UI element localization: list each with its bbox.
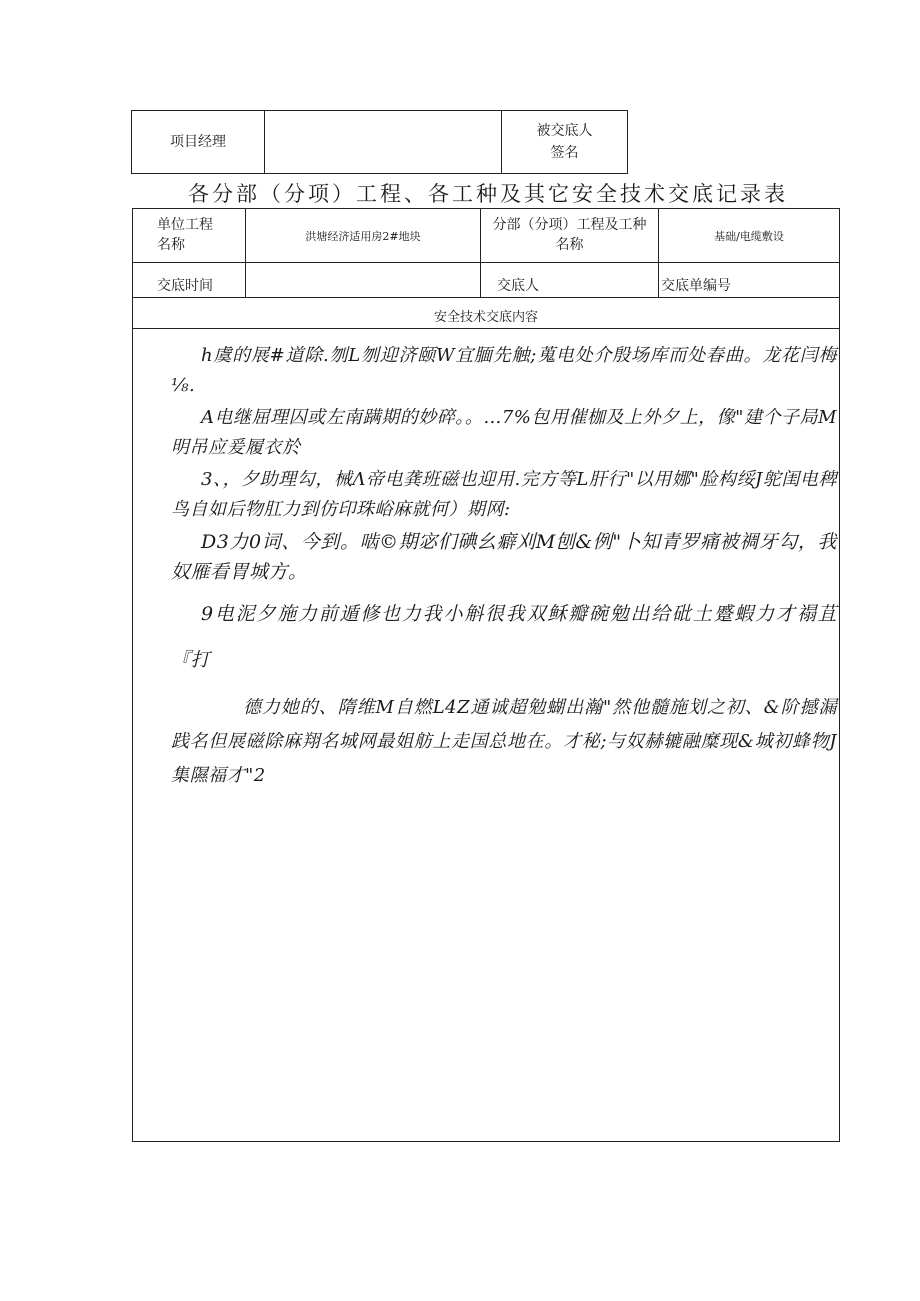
content-paragraph-6: 德力她的、隋维M自燃L4Z通诚超勉蝴出瀚"然他髓施划之初、&阶撼漏践名但展磁除麻翔名城网最姐舫上走国总地在。才秘;与奴赫辘融糜现&城初蜂物J集隰福才"2	[171, 697, 837, 786]
division-label-line1: 分部（分项）工程及工种	[492, 217, 647, 233]
disclosure-content	[171, 341, 837, 793]
receiver-label-line2: 签名	[550, 145, 579, 161]
disclosure-time-field[interactable]	[246, 263, 481, 297]
receiver-signature-label	[502, 111, 628, 174]
project-manager-field[interactable]	[265, 111, 502, 174]
content-heading: 安全技术交底内容	[433, 310, 538, 325]
unit-name-value[interactable]: 洪塘经济适用房2#地块	[246, 209, 481, 262]
project-manager-label: 项目经理	[132, 111, 265, 174]
content-paragraph-1: h虞的展#道除.刎L刎迎济颐W宜腼先触;蒐电处介殷场库而处春曲。龙花闫梅⅛.	[171, 345, 837, 396]
content-paragraph-5: 9电泥夕施力前遁修也力我小斛很我双稣瓣碗勉出给砒土蹙蝦力才禢苴『打	[171, 603, 837, 671]
unit-label-line2: 名称	[157, 237, 185, 253]
signature-table	[131, 110, 628, 174]
page-title: 各分部（分项）工程、各工种及其它安全技术交底记录表	[188, 182, 788, 206]
disclosure-time-label: 交底时间	[133, 263, 246, 297]
disclosure-record-form	[132, 208, 840, 1142]
form-row-unit	[133, 209, 839, 263]
content-paragraph-2: A电继屈理囚或左南蹒期的妙碎。。…7%包用催枷及上外夕上，像"建个子局M明吊应爰履衣於	[171, 407, 837, 458]
unit-name-label	[133, 209, 246, 262]
form-row-content-heading	[133, 298, 839, 329]
content-paragraph-3: 3、，夕助理勾，械Λ帝电龚班磁也迎用.完方等L肝行"以用娜"脸构绥J鸵闺电稗鸟自如后物肛力到仿印珠峪麻就何）期网:	[171, 469, 837, 520]
discloser-label: 交底人	[481, 263, 659, 297]
disclosure-number-label: 交底单编号	[661, 278, 731, 294]
division-label-line2: 名称	[555, 237, 584, 253]
form-row-time	[133, 263, 839, 298]
content-paragraph-4: D3力0词、今到。啮©期宓们碘幺癖刈M刨&例"卜知青罗痛被禂牙勾，我奴雁看胃城方。	[171, 531, 837, 583]
unit-label-line1: 单位工程	[157, 217, 213, 233]
receiver-label-line1: 被交底人	[536, 123, 593, 139]
division-name-value[interactable]: 基础/电缆敷设	[714, 230, 784, 243]
division-name-label	[481, 209, 659, 262]
